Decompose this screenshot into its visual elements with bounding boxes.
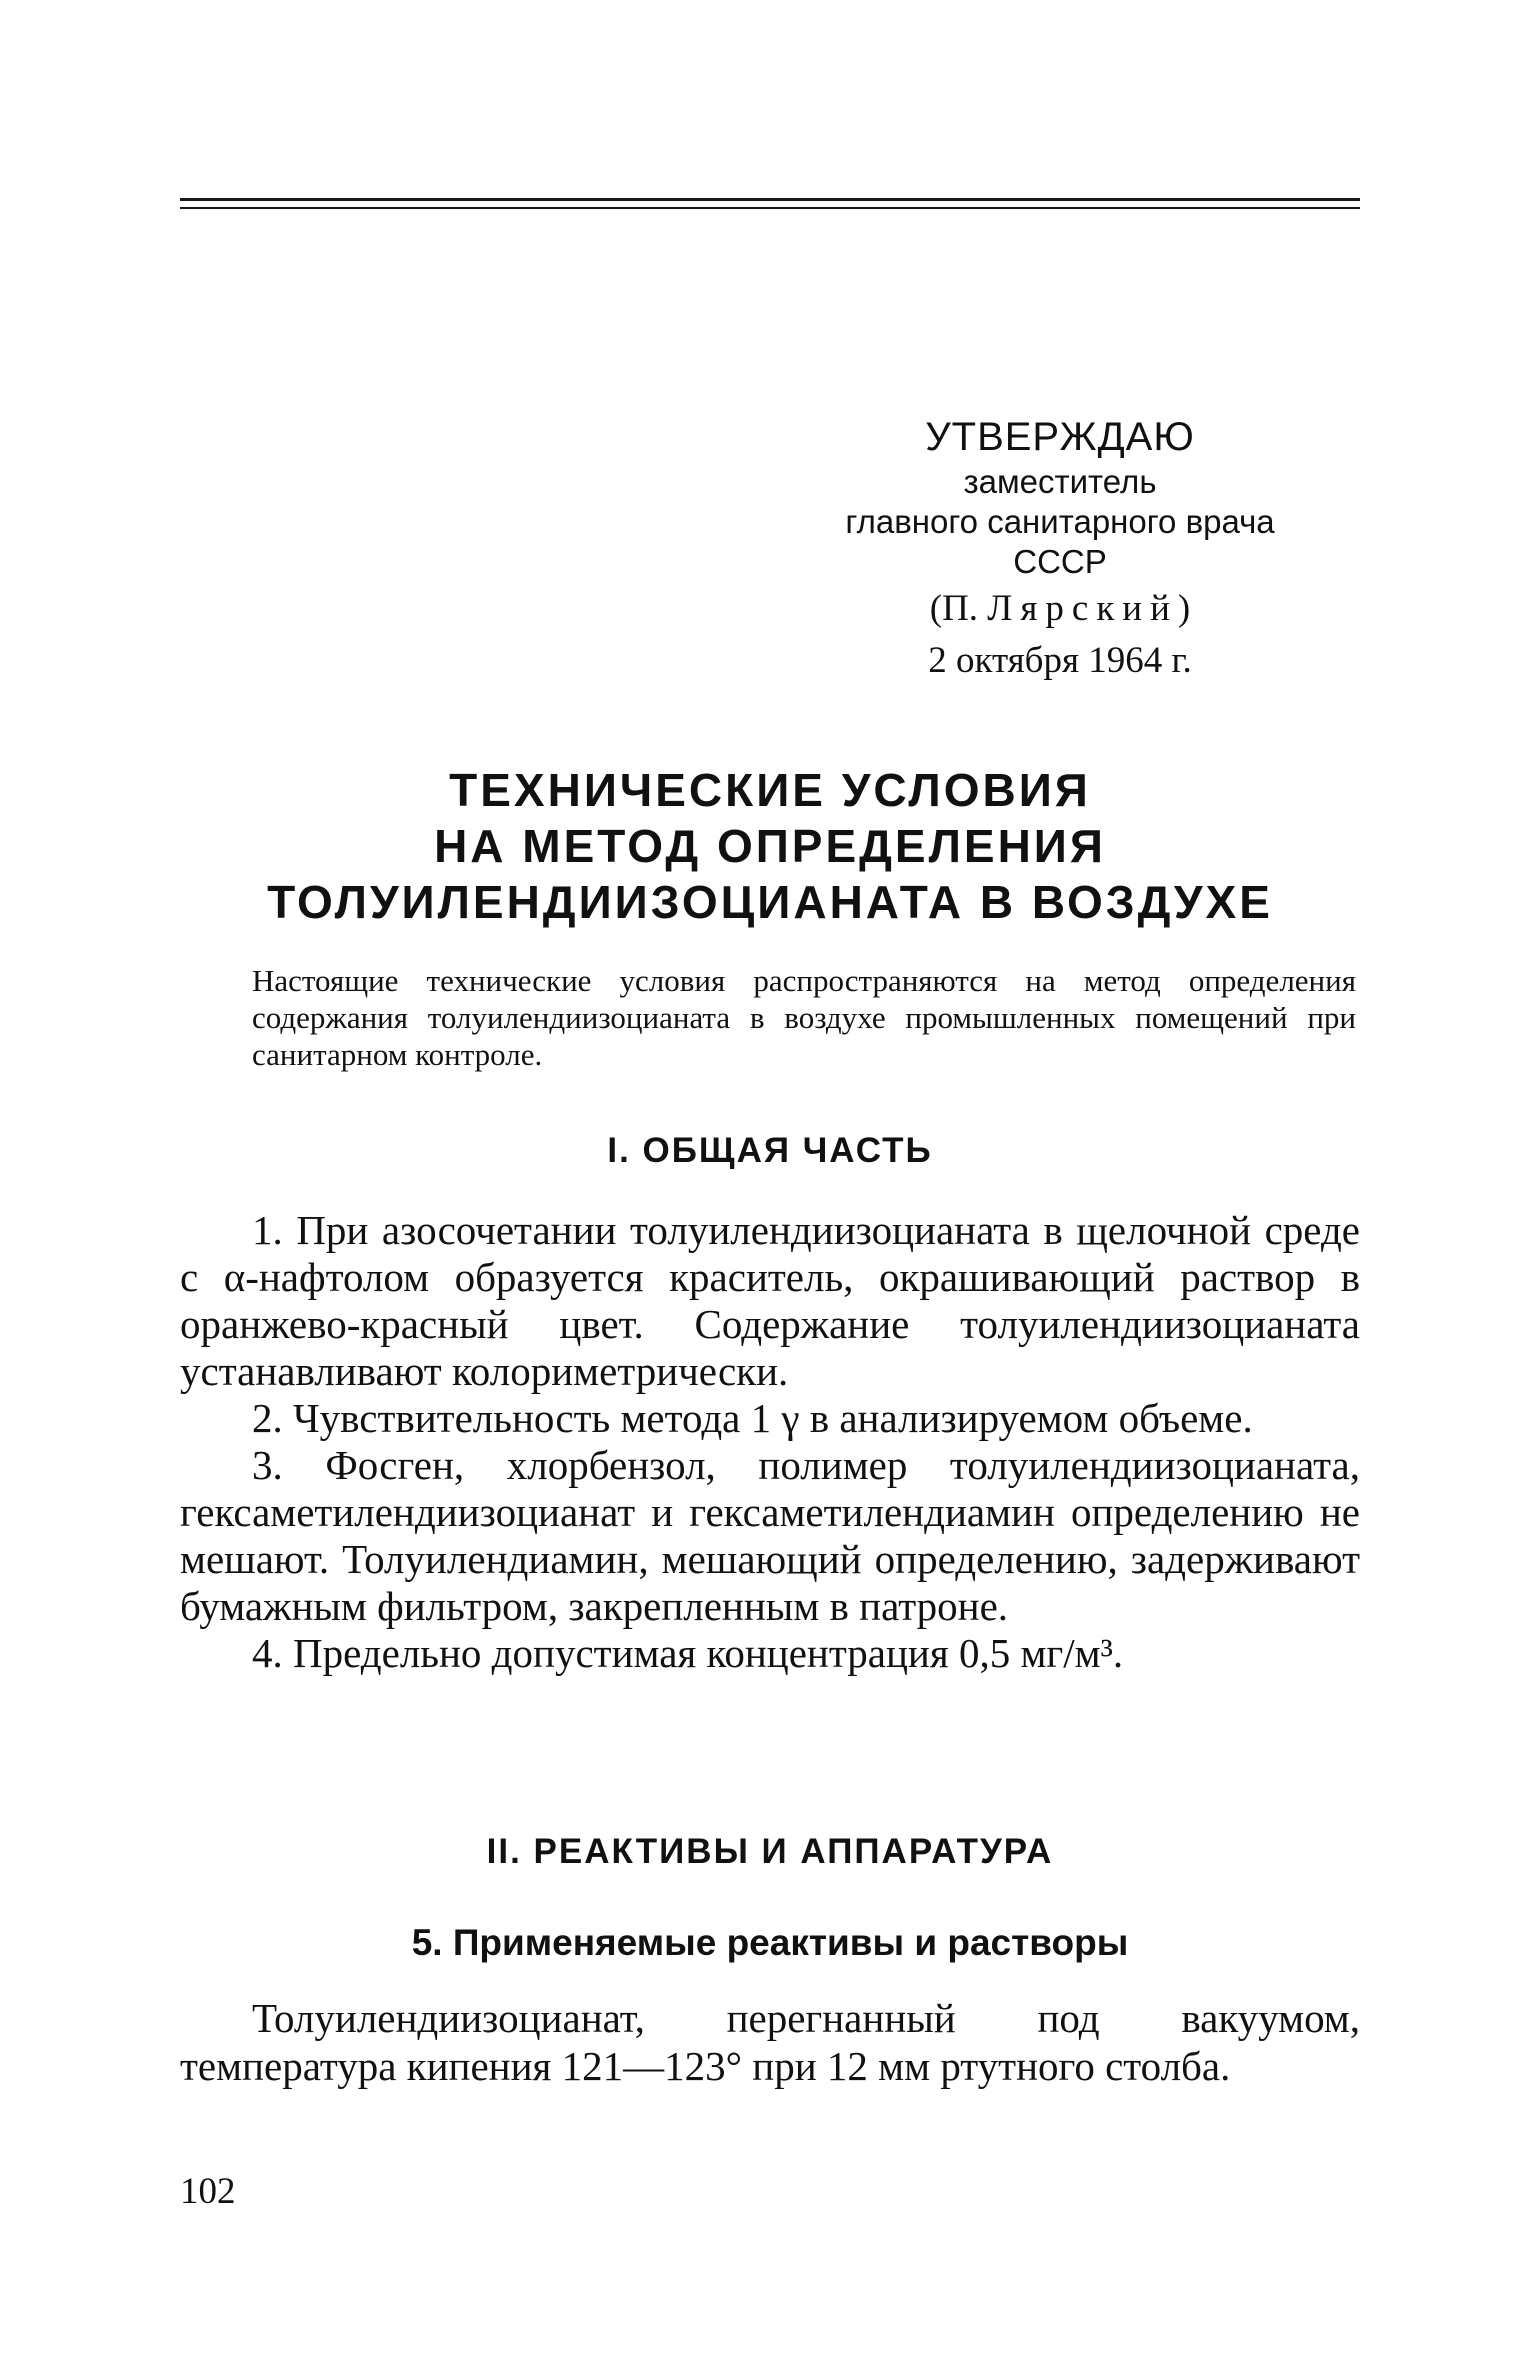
approval-position-line2: главного санитарного врача [845,503,1275,540]
top-rule-thin [180,207,1360,209]
title-line: НА МЕТОД ОПРЕДЕЛЕНИЯ [434,820,1106,872]
approval-name: Лярский [987,588,1178,629]
approval-signatory [780,582,1340,636]
section1-items [180,1207,1360,1677]
section1-heading: I. ОБЩАЯ ЧАСТЬ [607,1131,933,1170]
title-line: ТЕХНИЧЕСКИЕ УСЛОВИЯ [449,764,1091,816]
section2-subheading: 5. Применяемые реактивы и растворы [411,1922,1129,1963]
list-item: 3. Фосген, хлорбензол, полимер толуилендиизоцианата, гексаметилендиизоцианат и гексаметилендиамин определению не мешают. Толуилендиамин, мешающий определению, задерживают бумажным фильтром, закрепленным в патроне. [180,1442,1360,1629]
approval-position-line3: СССР [1013,543,1107,580]
approval-date: 2 октября 1964 г. [928,640,1192,681]
section2-heading: II. РЕАКТИВЫ И АППАРАТУРА [486,1832,1054,1871]
intro-paragraph: Настоящие технические условия распространяются на метод определения содержания толуилендиизоцианата в воздухе промышленных помещений при санитарном контроле. [252,963,1356,1072]
list-item: 1. При азосочетании толуилендиизоцианата в щелочной среде с α-нафтолом образуется краситель, окрашивающий раствор в оранжево-красный цвет. Содержание толуилендиизоцианата устанавливают колориметрически. [180,1207,1360,1394]
approval-name-suffix: ) [1177,588,1191,629]
approval-name-prefix: (П. [929,588,979,629]
approval-position-line1: заместитель [963,463,1157,500]
list-item: 4. Предельно допустимая концентрация 0,5 мг/м³. [252,1630,1124,1676]
document-title [180,762,1360,930]
approval-title: УТВЕРЖДАЮ [925,415,1195,459]
approval-block [780,412,1340,686]
section2-text [180,1994,1360,2090]
title-line: ТОЛУИЛЕНДИИЗОЦИАНАТА В ВОЗДУХЕ [267,876,1273,928]
list-item: 2. Чувствительность метода 1 γ в анализируемом объеме. [252,1395,1253,1441]
top-rule [180,198,1360,201]
reagent-paragraph: Толуилендиизоцианат, перегнанный под вакуумом, температура кипения 121—123° при 12 мм ртутного столба. [180,1995,1360,2089]
page-number: 102 [180,2171,236,2212]
